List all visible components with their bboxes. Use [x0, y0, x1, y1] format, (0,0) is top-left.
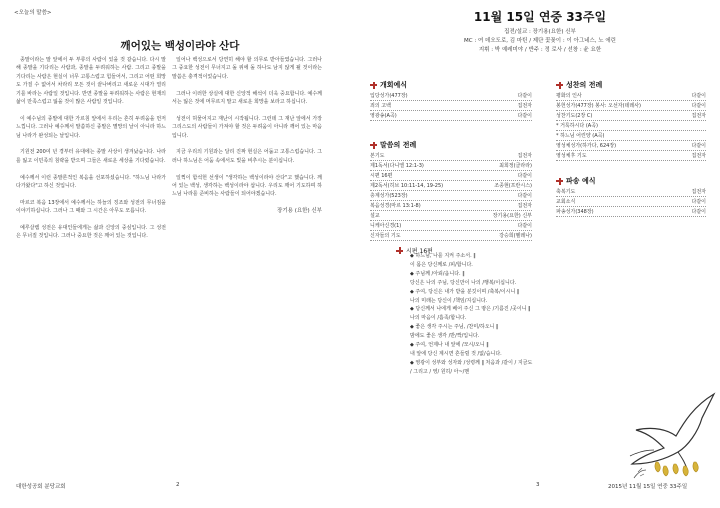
order-item-label: 니케아신경(1) [370, 223, 402, 229]
ministers-line: MC : 여 데오도로, 김 마틴 / 제단 꽃꽂이 : 이 아그네스, 노 에린 [464, 38, 616, 44]
psalm-line: 나의 미래는 당신이 /책임/지십니다. [410, 297, 488, 304]
psalm-line: 내 앞에 당신 계시면 흔들릴 것 /없/습니다. [410, 350, 502, 357]
order-item [370, 162, 532, 171]
order-item-leader: 다같이 [517, 193, 532, 199]
order-item-leader: 집전자 [691, 113, 706, 119]
paragraph: 종말이라는 말 앞에서 두 부류의 사람이 있을 것 같습니다. 다시 말해 종말을 기다리는 사람과, 종말을 두려워하는 사람. 그리고 종말을 기다리는 사람은 현실이 너무 고통스럽고 힘들어서, 그리고 어떤 희망도 가질 수 없어서 차라리 모든 것이 끝나버리고 새로운 시대가 열리기를 바라는 사람일 것입니다. 반면 종말을 두려워하는 사람은 현재의 삶이 만족스럽고 잃을 것이 많은 사람일 것입니다. [16, 57, 166, 106]
order-item-leader: 다같이 [691, 199, 706, 205]
page-number: 3 [536, 482, 540, 488]
order-item-label: 축복기도 [556, 189, 576, 195]
order-item-label: 제1독서(다니엘 12:1-3) [370, 163, 424, 169]
psalm-line: ◆ 주여, 당신은 내가 받을 분깃이며 /축복/이시니 ‖ [410, 288, 520, 295]
order-item-label: * 거룩하시다 (A곡) [556, 123, 598, 129]
paragraph: 일찍이 함석헌 선생이 "생각하는 백성이라야 산다"고 했습니다. 깨어 있는 백성, 생각하는 백성이라야 삽니다. 우리도 깨어 기도하며 하느님 나라를 준비하는 사람들이 되어야겠습니다. [172, 174, 322, 198]
psalm-line: ◆ 당신께서 나에게 베어 주신 그 땅은 /기름진 /곳이니 ‖ [410, 306, 531, 313]
paragraph: 지금 우리의 기원과는 달리 진짜 현실은 어둡고 고통스럽습니다. 그러나 하느님은 어둠 속에서도 빛을 비추시는 분이십니다. [172, 149, 322, 164]
order-item [370, 152, 532, 161]
cross-icon [556, 178, 563, 185]
section-tag: <오늘의 말씀> [14, 10, 52, 16]
psalm-line: 나의 마음이 /흡족/합니다. [410, 315, 467, 322]
order-item-label: 영광송(A곡) [370, 113, 397, 119]
order-item-label: 본기도 [370, 153, 385, 159]
order-item-leader: 다같이 [691, 209, 706, 215]
order-item-leader: 다같이 [691, 143, 706, 149]
officiant-line: 집전/설교 : 장기용(요한) 신부 [504, 29, 576, 35]
order-item-label: * 하느님 어린양 (A곡) [556, 133, 605, 139]
order-item-label: 영성체후 기도 [556, 153, 587, 159]
paragraph: 일어나 백성으로서 당연히 해야 할 의무로 받아들였습니다. 그러나 그 중요한 성전이 무너지고 돌 위에 돌 하나도 남지 않게 될 것이라는 말씀은 충격적이었습니다. [172, 57, 322, 80]
order-item [556, 92, 706, 101]
signature: 장기용 (요한) 신부 [277, 208, 322, 215]
order-item [370, 102, 532, 111]
psalm-line: ◆ 좋은 생각 주시는 주님, /찬미/하오니 ‖ [410, 324, 499, 331]
psalm-text [410, 252, 650, 377]
sending-heading: 파송 예식 [556, 176, 596, 186]
order-item-label: 복음성경(마르 13:1-8) [370, 203, 421, 209]
order-item-label: 죄의 고백 [370, 103, 391, 109]
psalm-line: ◆ 하느님, 나를 지켜 주소서. ‖ [410, 253, 476, 259]
psalm-heading: 시편 16편 [396, 246, 433, 255]
order-item [370, 92, 532, 101]
order-item [556, 112, 706, 121]
order-item [370, 112, 532, 121]
music-line: 지휘 : 박 예레미야 / 반주 : 정 로사 / 선창 : 윤 요한 [478, 47, 602, 53]
paragraph: 이 예수님의 종말에 대한 가르침 앞에서 우리는 흔히 두려움을 먼저 느낍니다. 그러나 예수께서 말씀하신 종말은 멸망의 날이 아니라 하느님 나라가 완성되는 날입니다. [16, 115, 166, 139]
order-item-leader: 다같이 [517, 93, 532, 99]
dove-icon [624, 386, 720, 482]
order-item-label: 제2독서(히브 10:11-14, 19-25) [370, 183, 444, 189]
order-item-label: 봉헌성가(477장) 봉사: 오선자(데레사) [556, 103, 642, 109]
order-item-label: 성찬기도(2장 C) [556, 113, 593, 119]
order-item-label: 설교 [370, 213, 380, 219]
paragraph: 기원전 200여 년 경부터 유대에는 종말 사상이 생겨났습니다. 나라를 잃고 이민족의 침략을 받으며 그들은 새로운 세상을 기다렸습니다. [16, 149, 166, 164]
page-number: 2 [176, 482, 180, 488]
order-item-label: 교회소식 [556, 199, 576, 205]
order-item-leader: 최희정(클라라) [499, 163, 532, 169]
eucharist-heading: 성찬의 전례 [556, 80, 602, 90]
order-item [556, 152, 706, 161]
order-item-label: 신자들의 기도 [370, 233, 401, 239]
psalm-line: ◆ 주님께 /아뢰/옵니다. ‖ [410, 270, 465, 277]
cross-icon [370, 82, 377, 89]
order-item-label: 층계성가(523장) [370, 193, 408, 199]
order-item [556, 188, 706, 197]
order-item [370, 212, 532, 221]
psalm-line: 당신은 나의 주님, 당신만이 나의 /행복/이십니다. [410, 279, 517, 286]
order-item-label: 평화의 인사 [556, 93, 582, 99]
order-item [556, 122, 706, 131]
psalm-line: / 그리고 / 영/ 원히/ 아~/멘 [410, 368, 470, 375]
psalm-line: 밤에도 좋은 생각 /반/짝/입니다. [410, 333, 480, 340]
paragraph: 예수께서 이런 종말론적인 복음을 선포하셨습니다. "하느님 나라가 다가왔다"고 하신 것입니다. [16, 174, 166, 190]
sermon-column-2 [172, 56, 322, 216]
order-item-label: 영성체성가(하가다, 624장) [556, 143, 617, 149]
order-item-leader: 다같이 [517, 173, 532, 179]
cross-icon [396, 247, 403, 254]
order-item-leader: 다같이 [517, 113, 532, 119]
order-item-label: 입당성가(477장) [370, 93, 408, 99]
footer-date: 2015년 11월 15일 연중 33주일 [608, 484, 688, 490]
paragraph: 그러나 이러한 상실에 대한 신앙적 해석이 더욱 중요합니다. 예수께서는 잃은 것에 머무르지 말고 새로운 희망을 보라고 하십니다. [172, 90, 322, 106]
word-heading: 말씀의 전례 [370, 140, 416, 150]
order-item-leader: 다같이 [691, 103, 706, 109]
order-item [556, 142, 706, 151]
order-item-leader: 집전자 [517, 103, 532, 109]
right-page [360, 0, 720, 508]
order-item-leader: 집전자 [517, 203, 532, 209]
order-item-leader: 조종현(프란시스) [494, 183, 532, 189]
order-item [556, 132, 706, 141]
psalm-line: ◆ 영광이 성부와 성자와 /성령께 ‖ 처음과 /같이 / 지금도 [410, 359, 533, 366]
paragraph: 마르코 복음 13장에서 예수께서는 하늘의 징조와 성전의 무너짐을 이야기하십니다. 그러나 그 때와 그 시간은 아무도 모릅니다. [16, 199, 166, 215]
order-item [370, 222, 532, 231]
paragraph: 예루살렘 성전은 유대인들에게는 삶과 신앙의 중심입니다. 그 성전은 무너질 것입니다. 그러나 중요한 것은 깨어 있는 것입니다. [16, 225, 166, 240]
order-item-leader: 집전자 [517, 153, 532, 159]
sermon-column-1 [16, 56, 166, 249]
psalm-line: 이 몸은 당신께로 /피/합니다. [410, 261, 473, 268]
order-item [556, 198, 706, 207]
order-item [370, 182, 532, 191]
order-item [370, 172, 532, 181]
service-title: 11월 15일 연중 33주일 [473, 10, 607, 24]
order-item-leader: 집전자 [691, 189, 706, 195]
order-item-label: 시편 16편 [370, 173, 393, 179]
paragraph: 성전이 허물어지고 재난이 시작됩니다. 그런데 그 재난 앞에서 가장 그리스도의 사람들이 가져야 할 것은 두려움이 아니라 깨어 있는 마음입니다. [172, 115, 322, 139]
cross-icon [556, 82, 563, 89]
order-item-label: 파송성가(348장) [556, 209, 594, 215]
sermon-title: 깨어있는 백성이라야 산다 [120, 40, 240, 52]
order-item [370, 202, 532, 211]
order-item [370, 232, 532, 241]
order-item [556, 208, 706, 217]
gathering-heading: 개회예식 [370, 80, 407, 90]
order-item-leader: 다같이 [517, 223, 532, 229]
order-item-leader: 강승희(헬레나) [499, 233, 532, 239]
cross-icon [370, 142, 377, 149]
order-item-leader: 집전자 [691, 153, 706, 159]
order-item-leader: 다같이 [691, 93, 706, 99]
footer-church: 대한성공회 분당교회 [16, 484, 66, 490]
psalm-line: ◆ 주여, 언제나 내 앞에 /모시/오니 ‖ [410, 342, 489, 349]
order-item [556, 102, 706, 111]
order-item [370, 192, 532, 201]
order-item-leader: 장기용(요한) 신부 [492, 213, 532, 219]
